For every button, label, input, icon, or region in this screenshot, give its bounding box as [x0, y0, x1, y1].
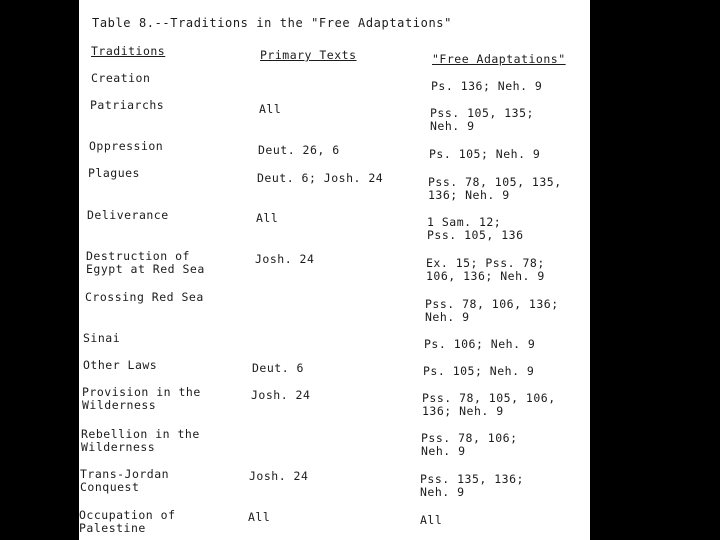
row-occupation-free: All	[420, 513, 443, 527]
header-primary-texts: Primary Texts	[260, 48, 357, 62]
row-creation-free: Ps. 136; Neh. 9	[431, 79, 543, 93]
row-provision-primary: Josh. 24	[251, 388, 311, 402]
row-oppression-tradition: Oppression	[89, 139, 164, 153]
row-crossing-tradition: Crossing Red Sea	[85, 290, 204, 304]
row-plagues-free: Pss. 78, 105, 135, 136; Neh. 9	[428, 175, 562, 202]
row-creation-tradition: Creation	[91, 71, 151, 85]
table-title: Table 8.--Traditions in the "Free Adaptations"	[92, 16, 452, 30]
row-plagues-primary: Deut. 6; Josh. 24	[257, 171, 384, 185]
row-other-laws-free: Ps. 105; Neh. 9	[423, 364, 535, 378]
row-deliverance-primary: All	[256, 211, 279, 225]
row-trans-jordan-free: Pss. 135, 136; Neh. 9	[420, 472, 524, 499]
row-deliverance-tradition: Deliverance	[87, 208, 169, 222]
row-provision-tradition: Provision in the Wilderness	[82, 385, 201, 412]
document-page	[79, 0, 590, 540]
row-rebellion-free: Pss. 78, 106; Neh. 9	[421, 431, 518, 458]
row-oppression-primary: Deut. 26, 6	[258, 143, 340, 157]
row-other-laws-primary: Deut. 6	[252, 361, 304, 375]
row-destruction-tradition: Destruction of Egypt at Red Sea	[86, 249, 205, 276]
row-trans-jordan-primary: Josh. 24	[249, 469, 309, 483]
row-destruction-free: Ex. 15; Pss. 78; 106, 136; Neh. 9	[426, 256, 545, 283]
row-occupation-tradition: Occupation of Palestine	[79, 508, 176, 535]
row-destruction-primary: Josh. 24	[255, 252, 315, 266]
header-traditions: Traditions	[91, 44, 166, 58]
row-crossing-free: Pss. 78, 106, 136; Neh. 9	[425, 297, 559, 324]
row-plagues-tradition: Plagues	[88, 166, 140, 180]
row-patriarchs-primary: All	[259, 102, 282, 116]
row-sinai-tradition: Sinai	[83, 331, 121, 345]
row-deliverance-free: 1 Sam. 12; Pss. 105, 136	[427, 215, 524, 242]
row-rebellion-tradition: Rebellion in the Wilderness	[81, 427, 200, 454]
header-free-adaptations: "Free Adaptations"	[432, 52, 566, 66]
row-oppression-free: Ps. 105; Neh. 9	[429, 147, 541, 161]
row-other-laws-tradition: Other Laws	[83, 358, 158, 372]
row-occupation-primary: All	[248, 510, 271, 524]
row-sinai-free: Ps. 106; Neh. 9	[424, 337, 536, 351]
row-patriarchs-free: Pss. 105, 135; Neh. 9	[430, 106, 534, 133]
row-provision-free: Pss. 78, 105, 106, 136; Neh. 9	[422, 391, 556, 418]
row-trans-jordan-tradition: Trans-Jordan Conquest	[80, 467, 170, 494]
row-patriarchs-tradition: Patriarchs	[90, 98, 165, 112]
